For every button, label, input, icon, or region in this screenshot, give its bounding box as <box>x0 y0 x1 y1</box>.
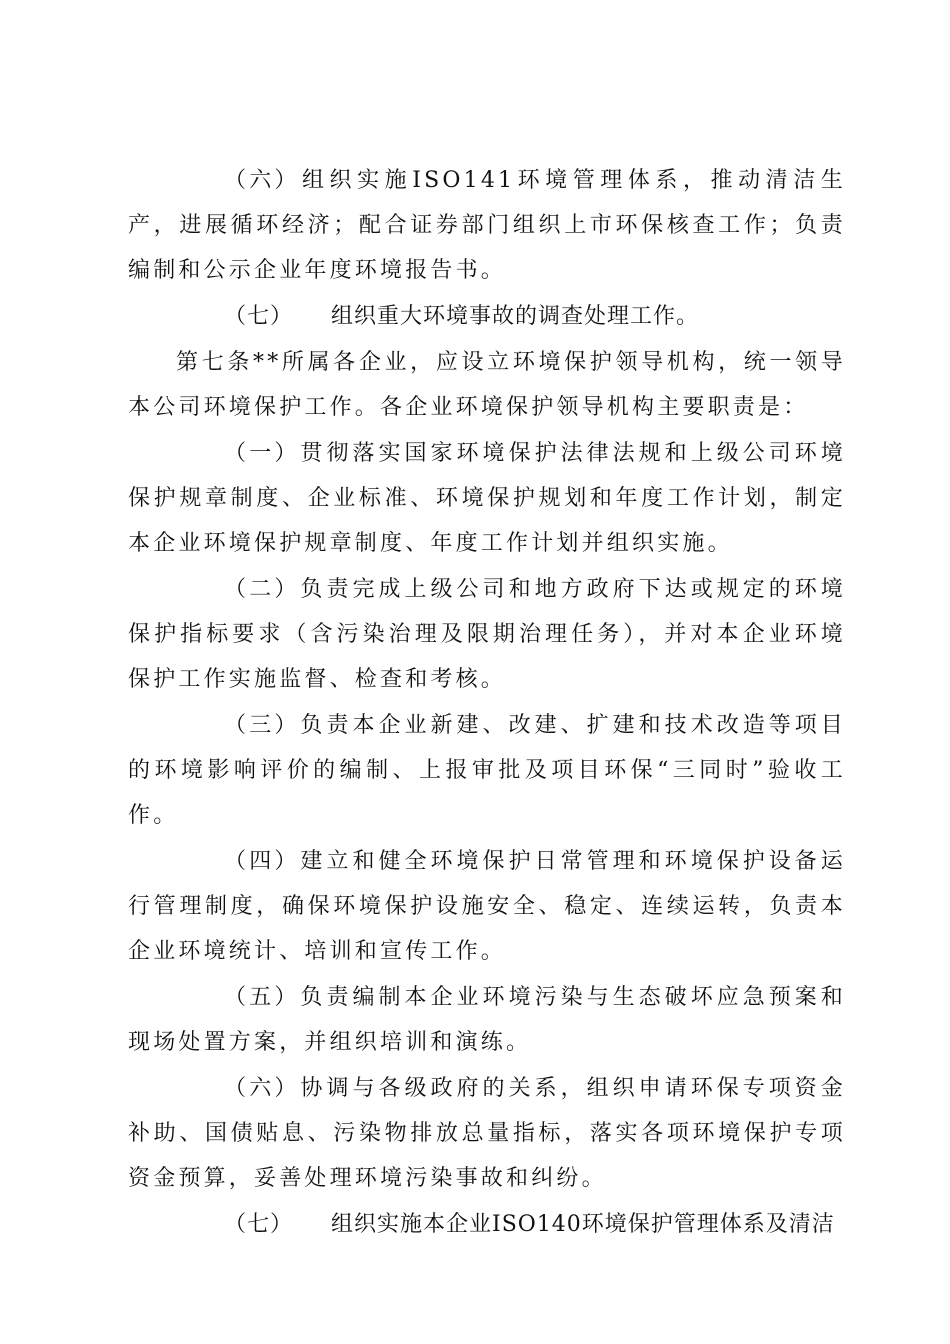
item-label: （三） <box>224 713 300 738</box>
item-label: （六） <box>224 1076 300 1101</box>
paragraph-article-7 <box>128 340 846 430</box>
paragraph-item-5 <box>128 975 846 1065</box>
item-text: 协调与各级政府的关系，组织申请环保专项资金补助、国债贴息、污染物排放总量指标，落实各项环境保护专项资金预算，妥善处理环境污染事故和纠纷。 <box>128 1076 846 1191</box>
article-text: 第七条**所属各企业，应设立环境保护领导机构，统一领导本公司环境保护工作。各企业环境保护领导机构主要职责是： <box>128 350 846 420</box>
item-text: 建立和健全环境保护日常管理和环境保护设备运行管理制度，确保环境保护设施安全、稳定、连续运转，负责本企业环境统计、培训和宣传工作。 <box>128 849 846 964</box>
paragraph-item-6b <box>128 1066 846 1201</box>
item-label: （二） <box>224 577 300 602</box>
item-text: 组织实施ISO141环境管理体系，推动清洁生产，进展循环经济；配合证券部门组织上市环保核查工作；负责编制和公示企业年度环境报告书。 <box>128 168 846 283</box>
paragraph-item-4 <box>128 839 846 974</box>
paragraph-item-7a <box>128 294 846 339</box>
item-text: 负责完成上级公司和地方政府下达或规定的环境保护指标要求（含污染治理及限期治理任务），并对本企业环境保护工作实施监督、检查和考核。 <box>128 577 846 692</box>
item-text: 组织重大环境事故的调查处理工作。 <box>331 304 700 329</box>
item-text: 贯彻落实国家环境保护法律法规和上级公司环境保护规章制度、企业标准、环境保护规划和年度工作计划，制定本企业环境保护规章制度、年度工作计划并组织实施。 <box>128 441 846 556</box>
item-label: （六） <box>224 168 300 193</box>
item-text: 组织实施本企业ISO140环境保护管理体系及清洁 <box>331 1212 835 1237</box>
paragraph-item-3 <box>128 703 846 838</box>
item-label: （四） <box>224 849 300 874</box>
paragraph-item-1 <box>128 431 846 566</box>
paragraph-item-7b <box>128 1202 846 1247</box>
item-text: 负责编制本企业环境污染与生态破坏应急预案和现场处置方案，并组织培训和演练。 <box>128 985 846 1055</box>
paragraph-item-2 <box>128 567 846 702</box>
item-text: 负责本企业新建、改建、扩建和技术改造等项目的环境影响评价的编制、上报审批及项目环保“三同时”验收工作。 <box>128 713 846 828</box>
document-body <box>128 158 846 1248</box>
item-label: （一） <box>224 441 300 466</box>
paragraph-item-6a <box>128 158 846 293</box>
item-label: （七） <box>224 1212 294 1237</box>
item-label: （七） <box>224 304 294 329</box>
item-label: （五） <box>224 985 300 1010</box>
